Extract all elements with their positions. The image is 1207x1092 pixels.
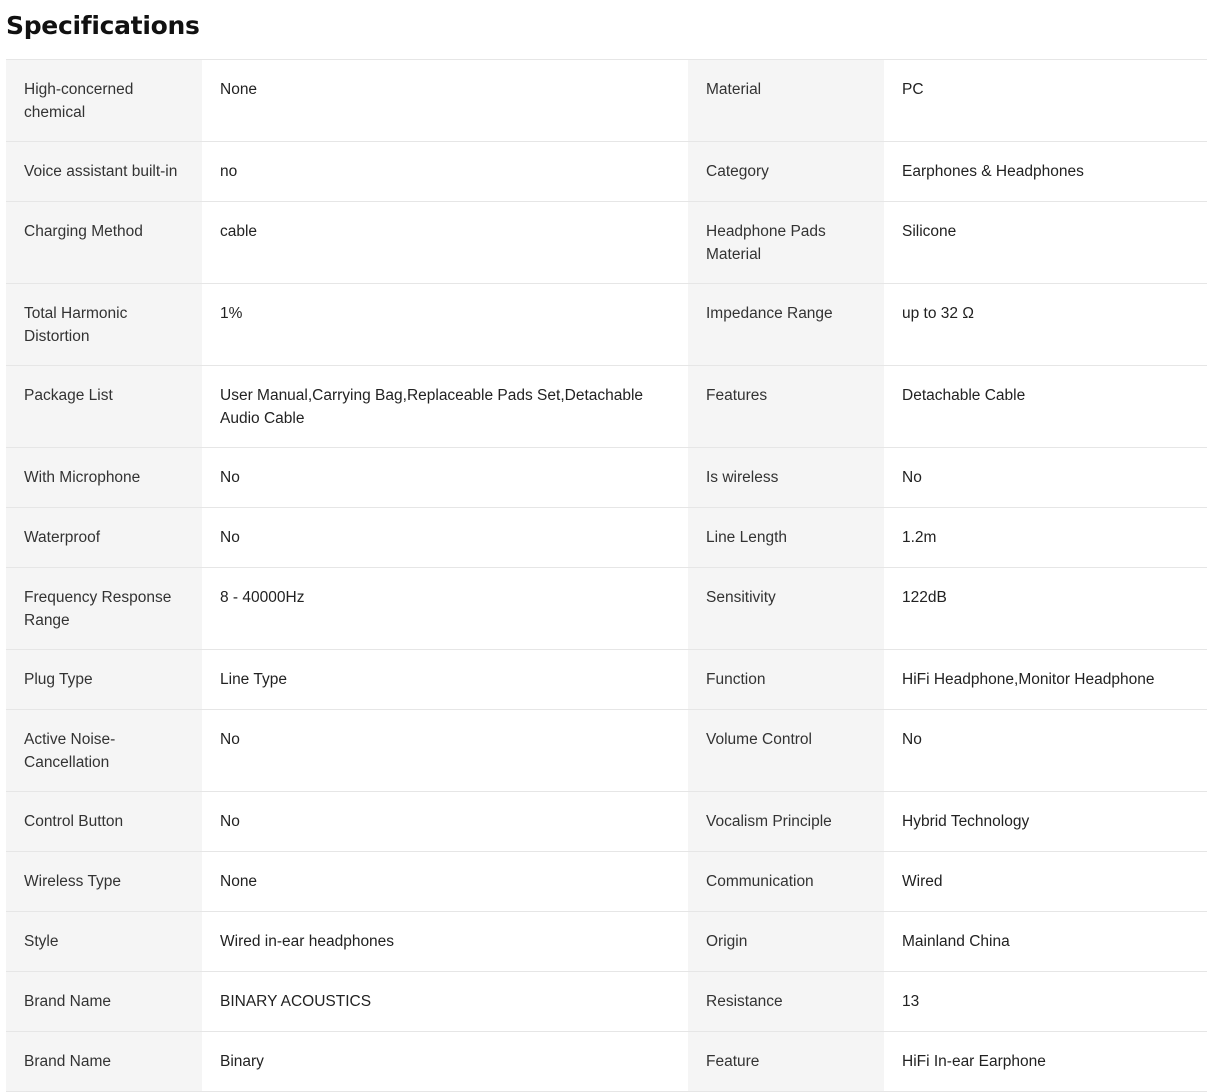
spec-value: HiFi In-ear Earphone <box>884 1032 1207 1092</box>
spec-value: Detachable Cable <box>884 366 1207 448</box>
spec-key: Waterproof <box>6 508 202 568</box>
spec-key: Wireless Type <box>6 852 202 912</box>
spec-row <box>6 202 1207 284</box>
spec-value: cable <box>202 202 688 284</box>
spec-key: High-concerned chemical <box>6 60 202 142</box>
spec-row <box>6 650 1207 710</box>
spec-value: None <box>202 60 688 142</box>
spec-key: Headphone Pads Material <box>688 202 884 284</box>
spec-value: 1.2m <box>884 508 1207 568</box>
spec-value: up to 32 Ω <box>884 284 1207 366</box>
spec-value: Wired in-ear headphones <box>202 912 688 972</box>
spec-row <box>6 912 1207 972</box>
spec-value: HiFi Headphone,Monitor Headphone <box>884 650 1207 710</box>
spec-row <box>6 710 1207 792</box>
spec-key: With Microphone <box>6 448 202 508</box>
specifications-table <box>6 59 1207 1092</box>
spec-row <box>6 1032 1207 1092</box>
spec-row <box>6 366 1207 448</box>
spec-value: Silicone <box>884 202 1207 284</box>
spec-key: Is wireless <box>688 448 884 508</box>
spec-row <box>6 852 1207 912</box>
spec-key: Plug Type <box>6 650 202 710</box>
spec-value: no <box>202 142 688 202</box>
spec-value: No <box>884 710 1207 792</box>
spec-value: Binary <box>202 1032 688 1092</box>
spec-value: Hybrid Technology <box>884 792 1207 852</box>
spec-value: PC <box>884 60 1207 142</box>
spec-key: Frequency Response Range <box>6 568 202 650</box>
spec-key: Vocalism Principle <box>688 792 884 852</box>
spec-value: None <box>202 852 688 912</box>
spec-value: Wired <box>884 852 1207 912</box>
spec-row <box>6 60 1207 142</box>
spec-value: 1% <box>202 284 688 366</box>
spec-row <box>6 568 1207 650</box>
spec-key: Feature <box>688 1032 884 1092</box>
spec-value: 13 <box>884 972 1207 1032</box>
spec-value: No <box>202 448 688 508</box>
spec-key: Volume Control <box>688 710 884 792</box>
spec-key: Impedance Range <box>688 284 884 366</box>
spec-key: Charging Method <box>6 202 202 284</box>
spec-key: Resistance <box>688 972 884 1032</box>
spec-key: Control Button <box>6 792 202 852</box>
spec-value: User Manual,Carrying Bag,Replaceable Pads Set,Detachable Audio Cable <box>202 366 688 448</box>
spec-value: 8 - 40000Hz <box>202 568 688 650</box>
spec-value: No <box>202 508 688 568</box>
spec-row <box>6 284 1207 366</box>
spec-key: Total Harmonic Distortion <box>6 284 202 366</box>
spec-row <box>6 448 1207 508</box>
spec-key: Brand Name <box>6 1032 202 1092</box>
spec-value: 122dB <box>884 568 1207 650</box>
spec-value: No <box>884 448 1207 508</box>
spec-key: Package List <box>6 366 202 448</box>
spec-key: Function <box>688 650 884 710</box>
spec-key: Origin <box>688 912 884 972</box>
spec-key: Voice assistant built-in <box>6 142 202 202</box>
page-title: Specifications <box>6 11 200 40</box>
spec-key: Sensitivity <box>688 568 884 650</box>
spec-value: Line Type <box>202 650 688 710</box>
spec-row <box>6 792 1207 852</box>
spec-value: Mainland China <box>884 912 1207 972</box>
spec-value: No <box>202 710 688 792</box>
spec-row <box>6 508 1207 568</box>
spec-key: Category <box>688 142 884 202</box>
spec-value: Earphones & Headphones <box>884 142 1207 202</box>
spec-row <box>6 972 1207 1032</box>
spec-value: BINARY ACOUSTICS <box>202 972 688 1032</box>
spec-key: Communication <box>688 852 884 912</box>
spec-key: Line Length <box>688 508 884 568</box>
spec-key: Style <box>6 912 202 972</box>
spec-row <box>6 142 1207 202</box>
spec-key: Brand Name <box>6 972 202 1032</box>
spec-key: Active Noise-Cancellation <box>6 710 202 792</box>
spec-value: No <box>202 792 688 852</box>
spec-key: Features <box>688 366 884 448</box>
spec-key: Material <box>688 60 884 142</box>
